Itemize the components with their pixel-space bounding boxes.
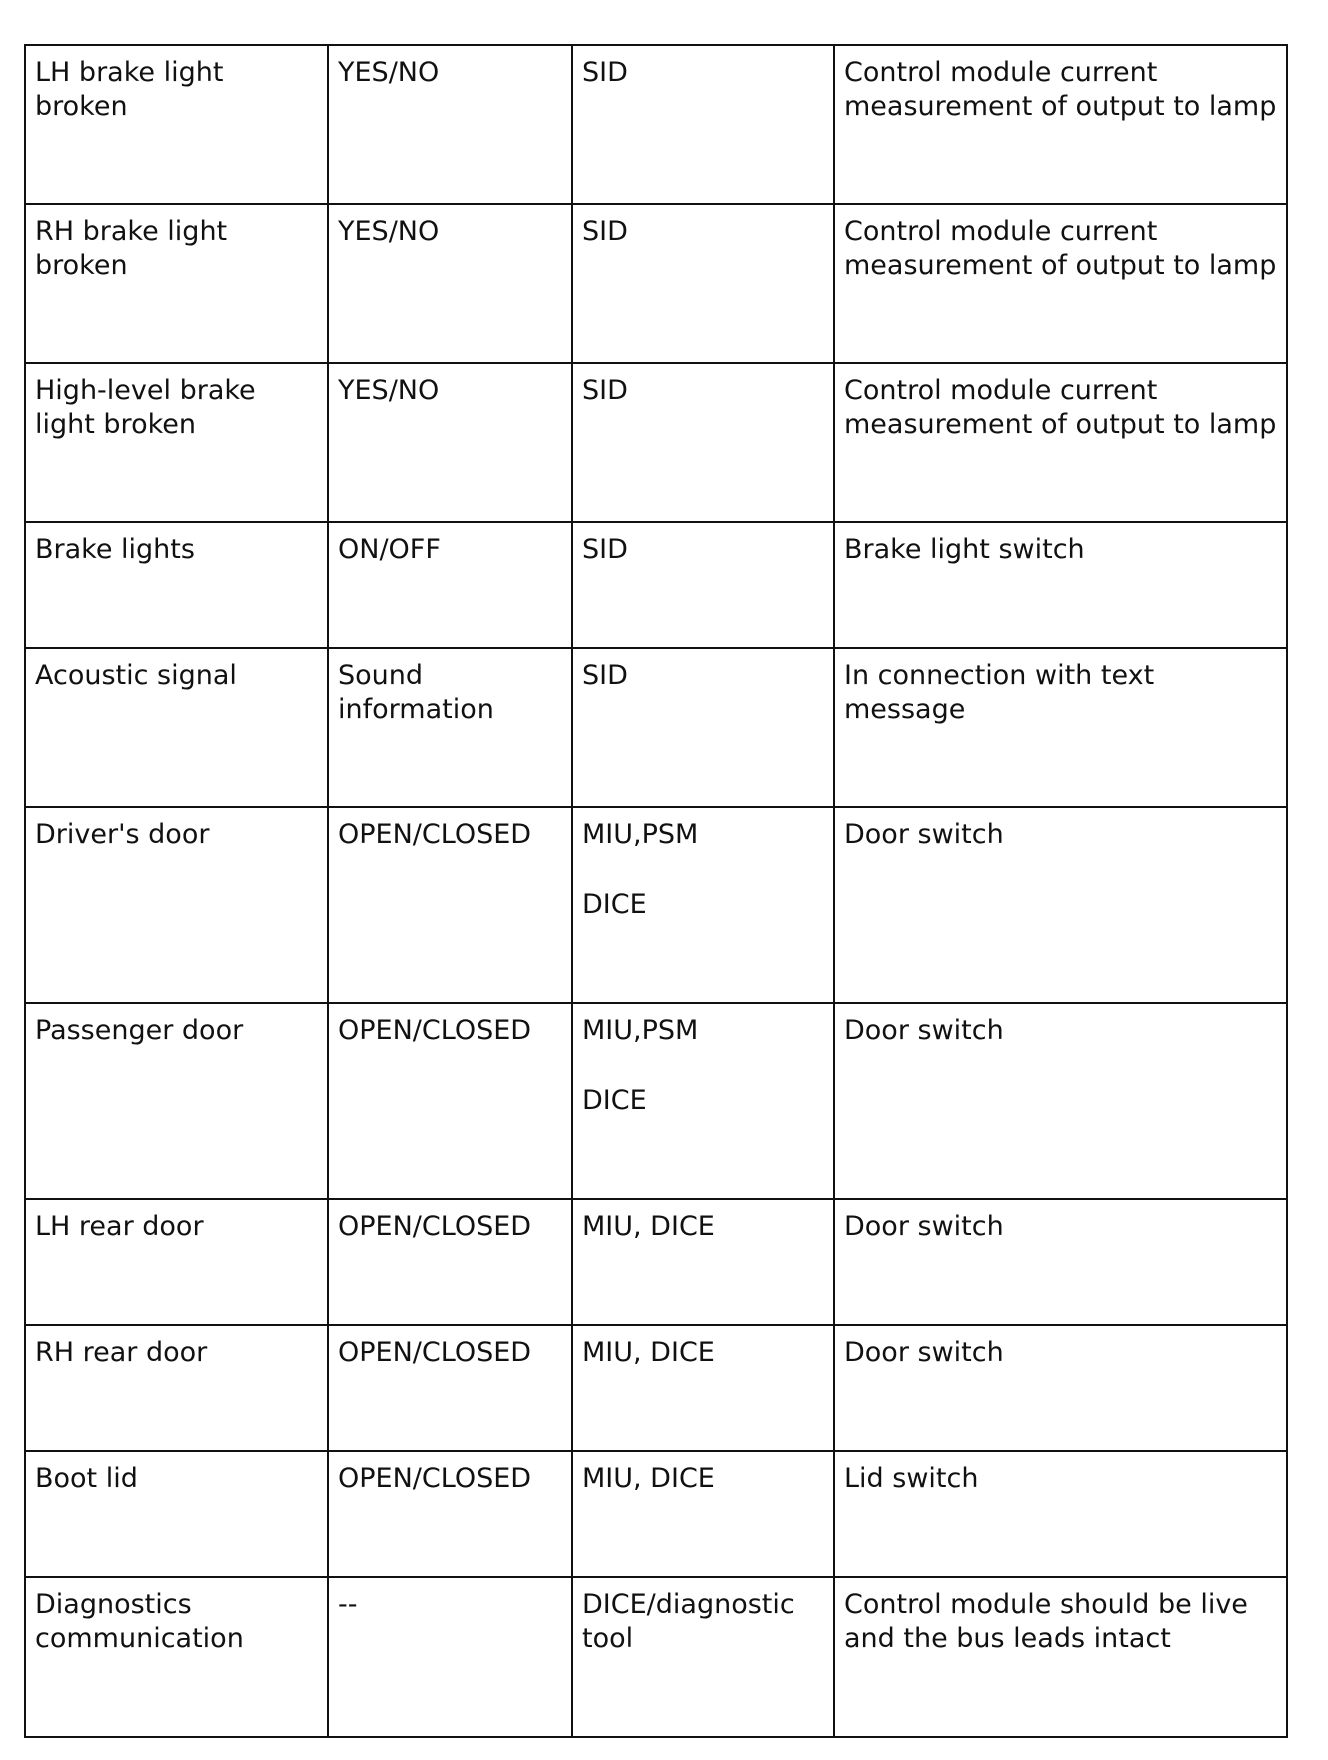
condition-cell: Door switch (834, 1199, 1287, 1325)
values-cell: -- (328, 1577, 572, 1737)
source-cell (572, 807, 834, 1003)
values-cell: OPEN/CLOSED (328, 1325, 572, 1451)
values-cell: ON/OFF (328, 522, 572, 648)
source-cell (572, 1577, 834, 1737)
signal-cell: LH brake light broken (25, 45, 328, 204)
source-line: DICE/diagnostic tool (582, 1589, 804, 1654)
source-cell (572, 522, 834, 648)
signal-cell: Passenger door (25, 1003, 328, 1199)
source-line: SID (582, 534, 628, 565)
source-line: SID (582, 660, 628, 691)
source-line: MIU,PSM (582, 1015, 699, 1046)
source-line: SID (582, 57, 628, 88)
values-cell: OPEN/CLOSED (328, 1199, 572, 1325)
source-cell (572, 363, 834, 522)
condition-cell: Door switch (834, 807, 1287, 1003)
source-line: DICE (582, 889, 647, 920)
condition-cell: Door switch (834, 1003, 1287, 1199)
source-cell (572, 1003, 834, 1199)
table-row (25, 1325, 1287, 1451)
source-cell (572, 1199, 834, 1325)
values-cell: YES/NO (328, 363, 572, 522)
table-row (25, 648, 1287, 807)
condition-cell: Control module should be live and the bus leads intact (834, 1577, 1287, 1737)
signal-cell: RH rear door (25, 1325, 328, 1451)
condition-cell: Control module current measurement of output to lamp (834, 363, 1287, 522)
signal-table (24, 44, 1288, 1738)
table-row (25, 1199, 1287, 1325)
source-cell (572, 45, 834, 204)
values-cell: OPEN/CLOSED (328, 807, 572, 1003)
condition-cell: Control module current measurement of output to lamp (834, 204, 1287, 363)
table-row (25, 45, 1287, 204)
source-cell (572, 1325, 834, 1451)
table-row (25, 204, 1287, 363)
table-row (25, 363, 1287, 522)
table-row (25, 1451, 1287, 1577)
source-line: SID (582, 216, 628, 247)
values-cell: YES/NO (328, 45, 572, 204)
condition-cell: In connection with text message (834, 648, 1287, 807)
signal-cell: High-level brake light broken (25, 363, 328, 522)
signal-cell: Acoustic signal (25, 648, 328, 807)
signal-cell: RH brake light broken (25, 204, 328, 363)
values-cell: OPEN/CLOSED (328, 1003, 572, 1199)
table-row (25, 807, 1287, 1003)
condition-cell: Control module current measurement of output to lamp (834, 45, 1287, 204)
signal-cell: Boot lid (25, 1451, 328, 1577)
source-line: MIU,PSM (582, 819, 699, 850)
source-line: MIU, DICE (582, 1337, 715, 1368)
signal-cell: Diagnostics communication (25, 1577, 328, 1737)
condition-cell: Brake light switch (834, 522, 1287, 648)
table-row (25, 1003, 1287, 1199)
values-cell: OPEN/CLOSED (328, 1451, 572, 1577)
source-cell (572, 1451, 834, 1577)
condition-cell: Lid switch (834, 1451, 1287, 1577)
values-cell: Sound information (328, 648, 572, 807)
source-line: MIU, DICE (582, 1211, 715, 1242)
table-row (25, 522, 1287, 648)
signal-cell: Brake lights (25, 522, 328, 648)
condition-cell: Door switch (834, 1325, 1287, 1451)
table-row (25, 1577, 1287, 1737)
source-line: SID (582, 375, 628, 406)
signal-cell: Driver's door (25, 807, 328, 1003)
source-line: MIU, DICE (582, 1463, 715, 1494)
signal-cell: LH rear door (25, 1199, 328, 1325)
source-cell (572, 648, 834, 807)
values-cell: YES/NO (328, 204, 572, 363)
source-cell (572, 204, 834, 363)
source-line: DICE (582, 1085, 647, 1116)
